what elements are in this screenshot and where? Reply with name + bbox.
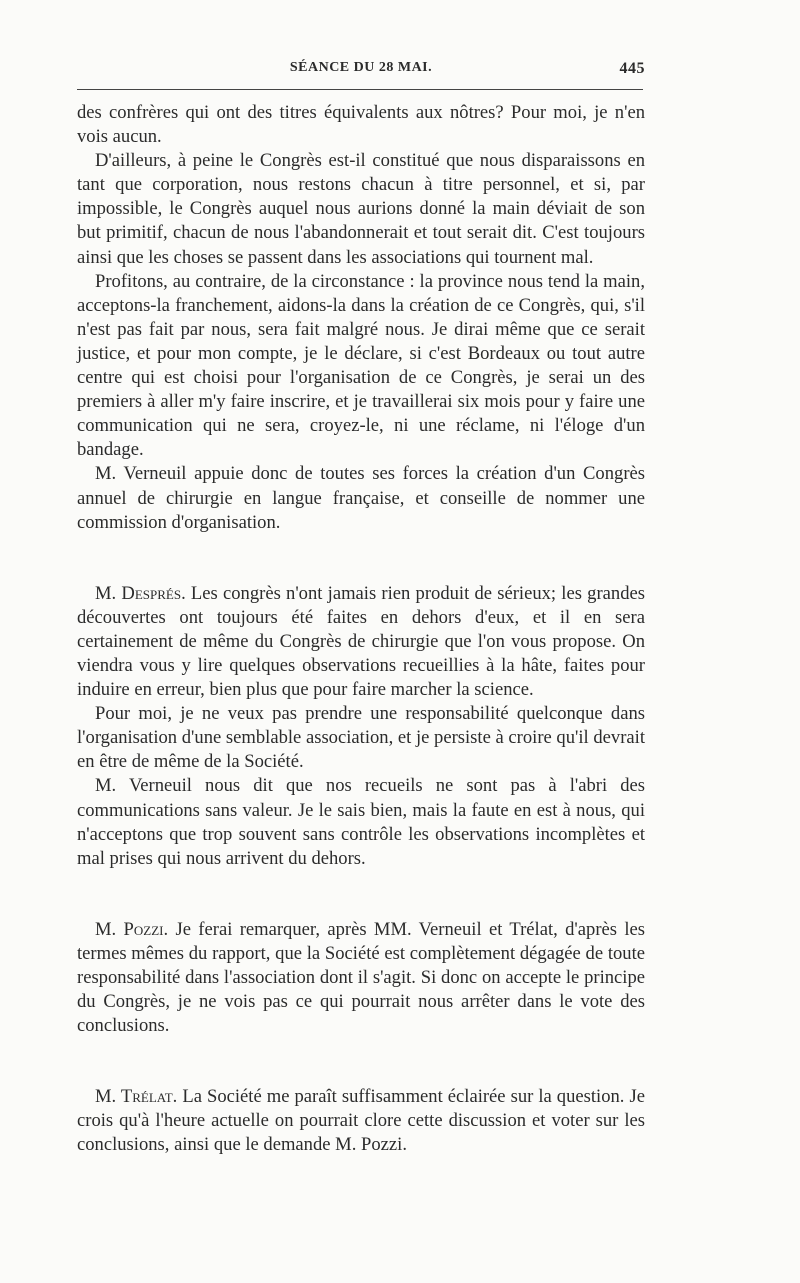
body-text — [77, 101, 645, 1158]
paragraph — [77, 149, 645, 269]
header-rule — [77, 89, 643, 90]
speaker-name: M. Trélat. — [95, 1086, 178, 1108]
paragraph — [77, 774, 645, 870]
paragraph-text: M. Verneuil nous dit que nos recueils ne sont pas à l'abri des communications sans valeur. Je le sais bien, mais la faute en est à nous, qui n'acceptons que trop souvent sans contrôle les observations incomplètes et mal prises qui nous arrivent du dehors. — [77, 775, 645, 869]
paragraph — [77, 101, 645, 149]
paragraph-text: Les congrès n'ont jamais rien produit de sérieux; les grandes découvertes ont toujours été faites en dehors d'eux, et il en sera certainement de même du Congrès de chirurgie que l'on vous propose. On viendra vous y lire quelques observations recueillies à la hâte, faites pour induire en erreur, bien plus que pour faire marcher la science. — [77, 582, 645, 701]
paragraph — [77, 270, 645, 463]
running-head-title: SÉANCE DU 28 MAI. — [289, 60, 433, 75]
paragraph — [77, 702, 645, 774]
paragraph-text: Profitons, au contraire, de la circonstance : la province nous tend la main, acceptons-la franchement, aidons-la dans la création de ce Congrès, qui, s'il n'est pas fait par nous, sera fait malgré nous. Je dirai même que ce serait justice, et pour mon compte, je le déclare, si c'est Bordeaux ou tout autre centre qui est choisi pour l'organisation de ce Congrès, je serai un des premiers à aller m'y faire inscrire, et je travaillerai six mois pour y faire une communication qui ne sera, croyez-le, ni une réclame, ni l'éloge d'un bandage. — [77, 270, 645, 461]
paragraph-text: La Société me paraît suffisamment éclairée sur la question. Je crois qu'à l'heure actuelle on pourrait clore cette discussion et voter sur les conclusions, ainsi que le demande M. Pozzi. — [77, 1086, 645, 1156]
paragraph-text: D'ailleurs, à peine le Congrès est-il constitué que nous disparaissons en tant que corporation, nous restons chacun à titre personnel, et si, par impossible, le Congrès auquel nous aurions donné la main déviait de son but primitif, chacun de nous l'abandonnerait et tout serait dit. C'est toujours ainsi que les choses se passent dans les associations qui tournent mal. — [77, 150, 645, 268]
speaker-name: M. Després. — [95, 582, 186, 604]
paragraph-text: Pour moi, je ne veux pas prendre une responsabilité quelconque dans l'organisation d'une semblable association, et je persiste à croire qu'il devrait en être de même de la Société. — [77, 703, 645, 773]
paragraph-text: Je ferai remarquer, après MM. Verneuil et Trélat, d'après les termes mêmes du rapport, que la Société est complètement dégagée de toute responsabilité dans l'association dont il s'agit. Si donc on accepte le principe du Congrès, je ne vois pas ce qui pourrait nous arrêter dans le vote des conclusions. — [77, 918, 646, 1037]
speaker-name: M. Pozzi. — [95, 918, 169, 940]
running-head — [77, 60, 645, 84]
paragraph-text: M. Verneuil appuie donc de toutes ses forces la création d'un Congrès annuel de chirurgie en langue française, et conseille de nommer une commission d'organisation. — [77, 463, 645, 533]
paragraph — [77, 582, 645, 702]
page-number: 445 — [619, 60, 645, 77]
paragraph — [77, 1085, 645, 1157]
paragraph — [77, 918, 645, 1038]
paragraph — [77, 462, 645, 534]
paragraph-text: des confrères qui ont des titres équivalents aux nôtres? Pour moi, je n'en vois aucun. — [77, 102, 645, 148]
